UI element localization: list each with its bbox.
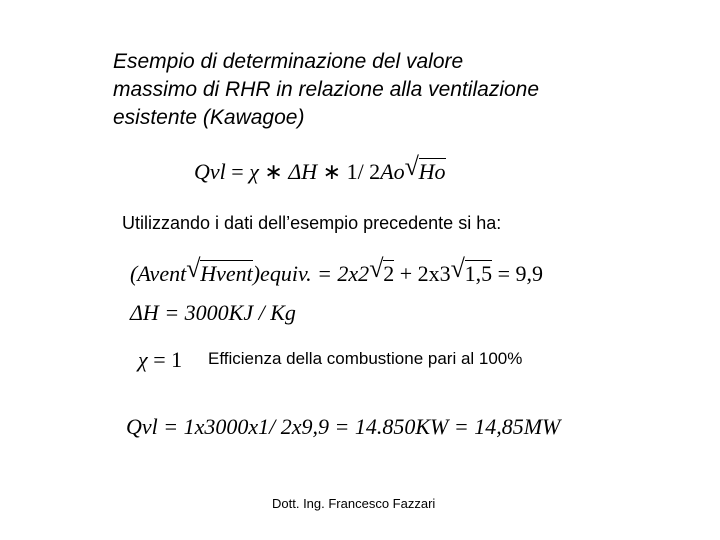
- title-line-1: Esempio di determinazione del valore: [113, 50, 464, 73]
- equiv-sqrt-1: [186, 254, 253, 286]
- formula-equiv: [130, 254, 544, 286]
- title-line-2: massimo di RHR in relazione alla ventilazione: [113, 78, 540, 101]
- sqrt-icon: √: [404, 152, 419, 181]
- equiv-sqrt-2-arg: 2: [383, 261, 395, 286]
- equiv-hvent: Hvent: [200, 261, 253, 286]
- title-line-3: esistente (Kawagoe): [113, 106, 305, 129]
- formula-chi-value: [138, 349, 182, 371]
- dh-rhs: = 3000KJ / Kg: [158, 300, 296, 325]
- formula-delta-h: ΔH: [288, 159, 318, 184]
- formula-op-2: ∗: [317, 159, 347, 184]
- formula-kawagoe: [194, 152, 446, 184]
- equiv-mid: + 2x3: [394, 261, 451, 286]
- equiv-rhs: = 9,9: [492, 261, 544, 286]
- intro-text: Utilizzando i dati dell’esempio precedente si ha:: [122, 213, 502, 233]
- formula-result: Qvl = 1x3000x1/ 2x9,9 = 14.850KW = 14,85MW: [126, 414, 561, 439]
- equiv-sqrt-3-arg: 1,5: [464, 261, 493, 286]
- formula-lhs: Qvl: [194, 159, 226, 184]
- efficiency-note: Efficienza della combustione pari al 100%: [208, 349, 523, 368]
- dh-lhs: ΔH: [130, 300, 159, 325]
- equiv-sqrt-3: [450, 254, 493, 286]
- formula-half: 1/ 2: [346, 159, 381, 184]
- formula-op-1: ∗: [258, 159, 289, 184]
- formula-delta-h-value: [130, 302, 296, 324]
- sqrt-icon: √: [450, 254, 465, 283]
- formula-ho: Ho: [418, 159, 446, 184]
- chi-rhs: = 1: [147, 347, 183, 372]
- equiv-open: (Avent: [130, 261, 187, 286]
- formula-ao: Ao: [380, 159, 405, 184]
- equiv-sqrt-2: [369, 254, 395, 286]
- chi-lhs: χ: [138, 347, 148, 372]
- equiv-close: )equiv. = 2x2: [252, 261, 370, 286]
- sqrt-icon: √: [369, 254, 384, 283]
- slide-title: [113, 48, 673, 132]
- sqrt-icon: √: [186, 254, 201, 283]
- formula-equals: =: [225, 159, 250, 184]
- formula-chi: χ: [249, 159, 259, 184]
- formula-sqrt: [404, 152, 446, 184]
- footer-author: Dott. Ing. Francesco Fazzari: [272, 496, 436, 511]
